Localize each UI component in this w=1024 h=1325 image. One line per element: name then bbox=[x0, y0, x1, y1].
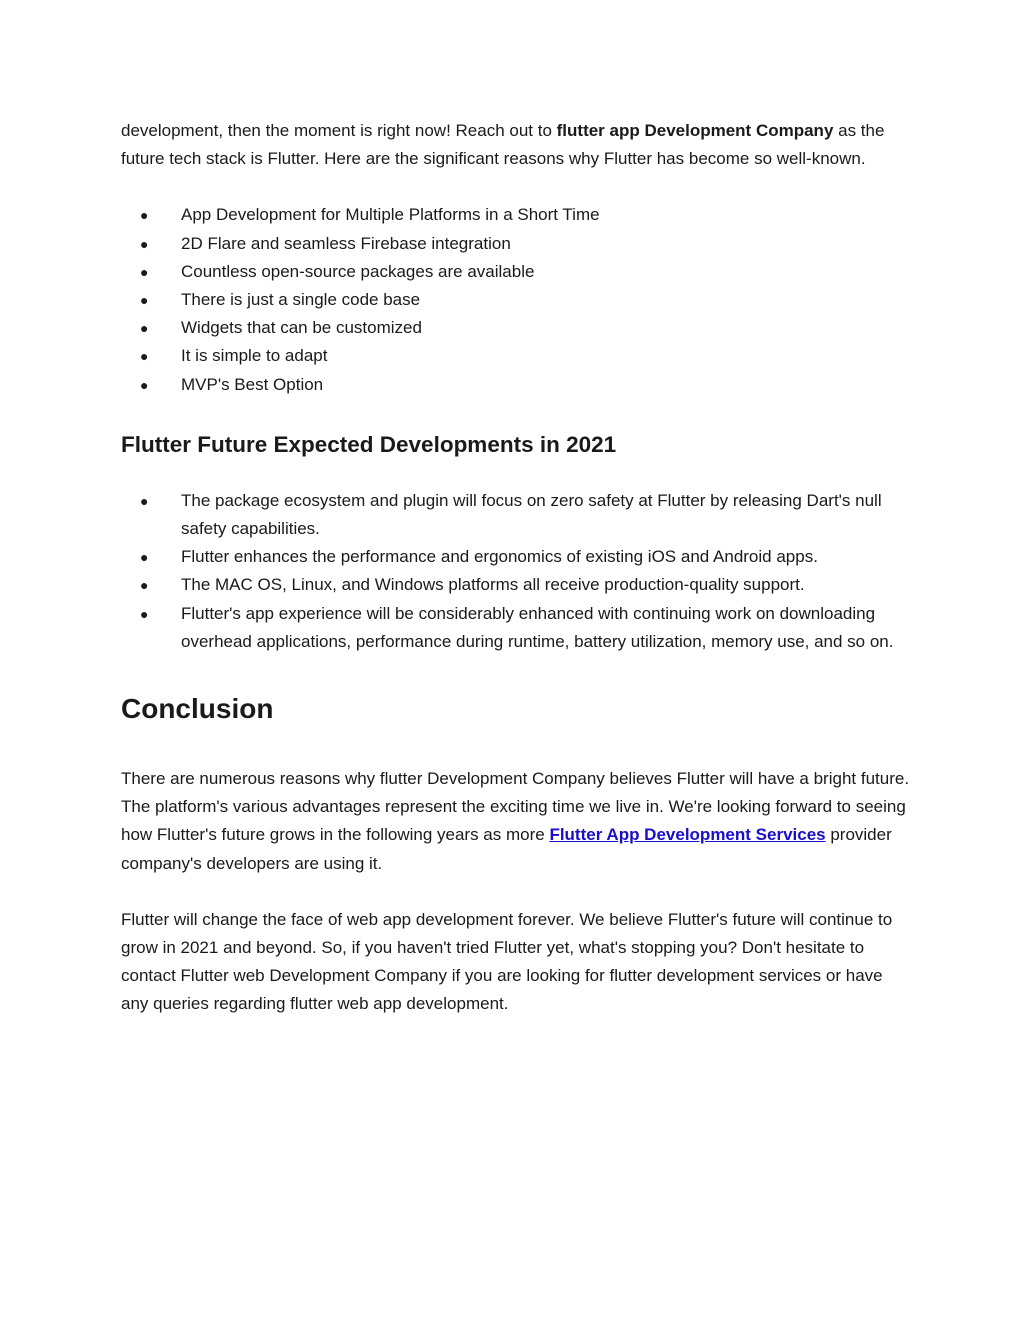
list-item bbox=[121, 571, 911, 599]
list-item-text: Flutter's app experience will be considerably enhanced with continuing work on downloading overhead applications, performance during runtime, battery utilization, memory use, and so on. bbox=[181, 603, 894, 651]
list-item-text: App Development for Multiple Platforms in a Short Time bbox=[181, 205, 600, 225]
bullet-icon: ● bbox=[140, 207, 149, 224]
list-item bbox=[121, 314, 911, 342]
conclusion-heading: Conclusion bbox=[121, 693, 274, 725]
list-item bbox=[121, 201, 911, 229]
intro-text-after: as the future tech stack is Flutter. Here are the significant reasons why Flutter has become so well-known. bbox=[121, 121, 885, 169]
list-item bbox=[121, 371, 911, 399]
bullet-icon: ● bbox=[140, 263, 149, 280]
list-item-text: It is simple to adapt bbox=[181, 346, 328, 366]
list-item bbox=[121, 487, 911, 543]
conclusion-paragraph-2: Flutter will change the face of web app development forever. We believe Flutter's future will continue to grow in 2021 and beyond. So, if you haven't tried Flutter yet, what's stopping you? Don't hesitate to contact Flutter web Development Company if you are looking for flutter development services or have any queries regarding flutter web app development. bbox=[121, 909, 893, 1014]
list-item-text: MVP's Best Option bbox=[181, 374, 324, 394]
conclusion-text-before: There are numerous reasons why flutter Development Company believes Flutter will have a bright future. The platform's various advantages represent the exciting time we live in. We're looking forward to seeing how Flutter's future grows in the following years as more bbox=[121, 769, 910, 845]
bullet-icon: ● bbox=[140, 348, 149, 365]
reasons-list bbox=[121, 201, 911, 398]
bullet-icon: ● bbox=[140, 292, 149, 309]
list-item bbox=[121, 230, 911, 258]
list-item-text: Widgets that can be customized bbox=[181, 318, 422, 338]
future-section-heading: Flutter Future Expected Developments in 2021 bbox=[121, 431, 617, 457]
list-item bbox=[121, 600, 911, 656]
list-item bbox=[121, 258, 911, 286]
conclusion-text-after: provider company's developers are using it. bbox=[121, 825, 892, 873]
list-item bbox=[121, 286, 911, 314]
list-item-text: The package ecosystem and plugin will focus on zero safety at Flutter by releasing Dart's null safety capabilities. bbox=[181, 490, 882, 539]
bullet-icon: ● bbox=[140, 235, 149, 252]
bullet-icon: ● bbox=[140, 320, 149, 337]
list-item-text: Flutter enhances the performance and ergonomics of existing iOS and Android apps. bbox=[181, 547, 818, 567]
intro-paragraph bbox=[121, 117, 911, 173]
future-list bbox=[121, 487, 911, 656]
bullet-icon: ● bbox=[140, 577, 149, 594]
list-item-text: 2D Flare and seamless Firebase integration bbox=[181, 233, 511, 253]
flutter-services-link[interactable]: Flutter App Development Services bbox=[549, 825, 826, 845]
list-item-text: The MAC OS, Linux, and Windows platforms all receive production-quality support. bbox=[181, 575, 805, 595]
intro-text-before: development, then the moment is right now! Reach out to bbox=[121, 121, 557, 140]
list-item bbox=[121, 543, 911, 571]
bullet-icon: ● bbox=[140, 605, 149, 622]
list-item-text: Countless open-source packages are available bbox=[181, 261, 535, 281]
document-page bbox=[121, 117, 911, 1019]
bullet-icon: ● bbox=[140, 376, 149, 393]
conclusion-paragraph-1 bbox=[121, 765, 911, 878]
bullet-icon: ● bbox=[140, 549, 149, 566]
list-item bbox=[121, 342, 911, 370]
list-item-text: There is just a single code base bbox=[181, 290, 421, 310]
bullet-icon: ● bbox=[140, 492, 149, 509]
intro-bold-company: flutter app Development Company bbox=[556, 121, 834, 140]
